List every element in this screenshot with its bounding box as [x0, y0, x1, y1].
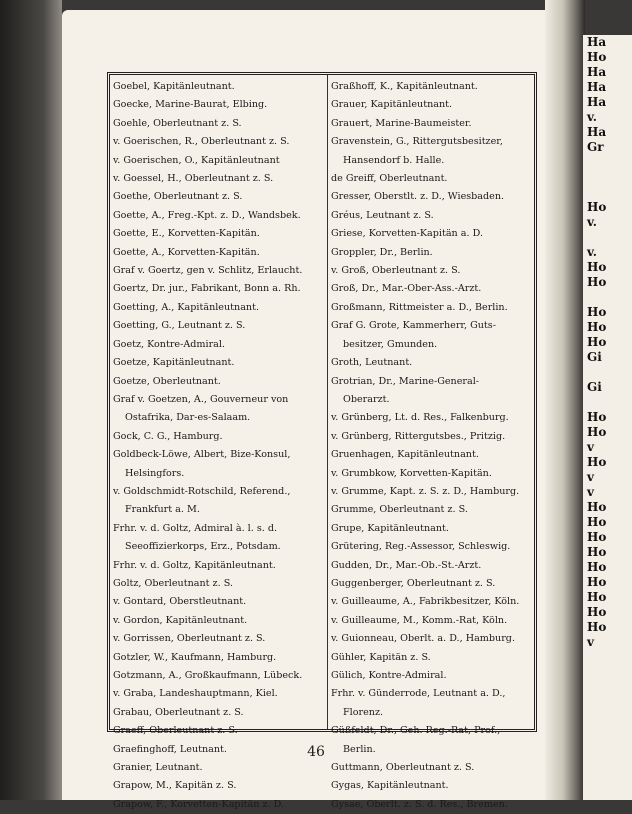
directory-entry	[113, 262, 323, 280]
next-page-fragment: Ho	[587, 590, 607, 604]
directory-entry	[331, 612, 541, 630]
entry-line: Gühler, Kapitän z. S.	[331, 651, 431, 663]
entry-line: de Greiff, Oberleutnant.	[331, 173, 448, 185]
directory-entry	[331, 373, 541, 410]
next-page-fragment: Ho	[587, 200, 607, 214]
entry-line: v. Goessel, H., Oberleutnant z. S.	[113, 173, 274, 185]
next-page-fragment: Ha	[587, 95, 607, 109]
directory-entry	[331, 188, 541, 206]
entry-line: Griese, Korvetten-Kapitän a. D.	[331, 228, 483, 240]
directory-entry	[331, 317, 541, 354]
entry-line: Gotzmann, A., Großkaufmann, Lübeck.	[113, 670, 303, 681]
directory-entry	[113, 649, 323, 667]
directory-entry	[113, 520, 323, 557]
directory-entry	[331, 575, 541, 593]
next-page-fragment: Ho	[587, 530, 607, 544]
directory-entry	[331, 520, 541, 538]
entry-line: Graßhoff, K., Kapitänleutnant.	[331, 81, 478, 92]
entry-line: Gravenstein, G., Rittergutsbesitzer,	[331, 136, 503, 148]
directory-entry	[113, 796, 323, 814]
directory-entry	[113, 78, 323, 96]
directory-entry	[113, 280, 323, 298]
entry-line: v. Goerischen, O., Kapitänleutnant	[113, 154, 280, 166]
directory-entry	[331, 354, 541, 372]
entry-line: Groß, Dr., Mar.-Ober-Ass.-Arzt.	[331, 283, 482, 295]
entry-continuation: Hansendorf b. Halle.	[343, 154, 445, 166]
entry-line: Groth, Leutnant.	[331, 357, 413, 369]
entry-line: v. Grünberg, Rittergutsbes., Pritzig.	[331, 430, 506, 442]
directory-entry	[113, 96, 323, 114]
entry-line: Frhr. v. Günderrode, Leutnant a. D.,	[331, 688, 506, 700]
next-page-fragment: Ho	[587, 560, 607, 574]
next-page-fragment: Ho	[587, 50, 607, 64]
entry-line: Gock, C. G., Hamburg.	[113, 430, 223, 442]
directory-entry	[113, 225, 323, 243]
directory-entry	[113, 336, 323, 354]
next-page-fragment: Ha	[587, 65, 607, 79]
entry-line: Graf G. Grote, Kammerherr, Guts-	[331, 320, 496, 332]
directory-entry	[331, 409, 541, 427]
entry-line: Grütering, Reg.-Assessor, Schleswig.	[331, 541, 511, 553]
entry-line: Grotrian, Dr., Marine-General-	[331, 375, 480, 387]
directory-entry	[113, 152, 323, 170]
entry-line: v. Gontard, Oberstleutnant.	[113, 596, 247, 608]
entry-line: Gresser, Oberstlt. z. D., Wiesbaden.	[331, 191, 505, 203]
next-page-fragment	[583, 230, 632, 245]
next-page-fragment: Ho	[587, 320, 607, 334]
entry-line: Goetz, Kontre-Admiral.	[113, 338, 226, 350]
directory-entry	[331, 649, 541, 667]
entry-line: Goebel, Kapitänleutnant.	[113, 81, 235, 92]
entry-line: Gysae, Oberlt. z. S. d. Res., Bremen.	[331, 798, 508, 810]
entry-continuation: Seeoffizierkorps, Erz., Potsdam.	[125, 541, 281, 553]
next-page-fragment	[583, 155, 632, 170]
entry-line: v. Guilleaume, A., Fabrikbesitzer, Köln.	[331, 596, 520, 608]
entry-line: Grapow, F., Korvetten-Kapitän z. D.	[113, 798, 284, 810]
next-page-fragment: v	[587, 470, 594, 484]
directory-entry	[331, 796, 541, 814]
directory-entry	[113, 354, 323, 372]
entry-line: Goecke, Marine-Baurat, Elbing.	[113, 99, 268, 111]
next-page-fragment	[583, 365, 632, 380]
next-page-fragment: Ho	[587, 575, 607, 589]
directory-entry	[113, 115, 323, 133]
entry-line: Goette, E., Korvetten-Kapitän.	[113, 228, 260, 240]
directory-entry	[331, 170, 541, 188]
directory-entry	[331, 225, 541, 243]
directory-entry	[113, 207, 323, 225]
entry-line: Grauer, Kapitänleutnant.	[331, 99, 453, 111]
directory-entry	[113, 317, 323, 335]
right-column	[331, 78, 541, 814]
entry-line: Groppler, Dr., Berlin.	[331, 246, 433, 258]
directory-entry	[331, 667, 541, 685]
directory-entry	[331, 759, 541, 777]
next-page-fragment: Ho	[587, 275, 607, 289]
directory-entry	[113, 667, 323, 685]
entry-line: Gotzler, W., Kaufmann, Hamburg.	[113, 651, 277, 663]
entry-line: v. Guionneau, Oberlt. a. D., Hamburg.	[331, 633, 515, 645]
next-page-fragment: v.	[587, 215, 597, 229]
entry-continuation: Ostafrika, Dar-es-Salaam.	[125, 412, 251, 424]
entry-line: Frhr. v. d. Goltz, Admiral à. l. s. d.	[113, 522, 278, 534]
directory-entry	[331, 538, 541, 556]
directory-entry	[113, 777, 323, 795]
entry-continuation: besitzer, Gmunden.	[343, 338, 438, 350]
directory-entry	[331, 777, 541, 795]
entry-line: Grumme, Oberleutnant z. S.	[331, 504, 468, 516]
directory-entry	[331, 299, 541, 317]
directory-entry	[331, 96, 541, 114]
directory-entry	[331, 78, 541, 96]
entry-continuation: Frankfurt a. M.	[125, 504, 200, 516]
directory-entry	[331, 465, 541, 483]
entry-line: Graefinghoff, Leutnant.	[113, 743, 227, 755]
entry-line: Graeff, Oberleutnant z. S.	[113, 725, 238, 737]
directory-entry	[331, 630, 541, 648]
entry-line: Goette, A., Korvetten-Kapitän.	[113, 246, 260, 258]
entry-line: Grupe, Kapitänleutnant.	[331, 522, 449, 534]
book-left-edge	[0, 0, 62, 800]
directory-entry	[331, 446, 541, 464]
entry-line: Goethe, Oberleutnant z. S.	[113, 191, 243, 203]
left-column	[113, 78, 323, 814]
column-divider	[327, 75, 328, 729]
entry-line: v. Grünberg, Lt. d. Res., Falkenburg.	[331, 412, 509, 424]
next-page-fragment: Ho	[587, 410, 607, 424]
entry-line: Frhr. v. d. Goltz, Kapitänleutnant.	[113, 559, 276, 571]
entry-line: Güßfeldt, Dr., Geh. Reg.-Rat, Prof.,	[331, 725, 501, 737]
entry-line: Goetze, Kapitänleutnant.	[113, 357, 235, 369]
next-page-fragment: Ho	[587, 605, 607, 619]
entry-line: Goertz, Dr. jur., Fabrikant, Bonn a. Rh.	[113, 283, 301, 295]
next-page-edge	[583, 35, 632, 800]
directory-entry	[113, 575, 323, 593]
next-page-fragment: Ha	[587, 125, 607, 139]
directory-entry	[113, 630, 323, 648]
next-page-fragment: Ho	[587, 545, 607, 559]
next-page-fragment: v.	[587, 245, 597, 259]
directory-entry	[113, 704, 323, 722]
directory-entry	[113, 188, 323, 206]
entry-line: Grauert, Marine-Baumeister.	[331, 117, 472, 129]
entry-line: Graf v. Goetzen, A., Gouverneur von	[113, 393, 289, 405]
directory-entry	[113, 373, 323, 391]
entry-line: v. Gorrissen, Oberleutnant z. S.	[113, 633, 266, 645]
entry-line: Gülich, Kontre-Admiral.	[331, 670, 447, 681]
entry-line: Goette, A., Freg.-Kpt. z. D., Wandsbek.	[113, 209, 301, 221]
entry-line: Goehle, Oberleutnant z. S.	[113, 117, 242, 129]
next-page-fragment: Ho	[587, 455, 607, 469]
entry-line: v. Grumbkow, Korvetten-Kapitän.	[331, 467, 492, 479]
entry-line: Guggenberger, Oberleutnant z. S.	[331, 577, 496, 589]
directory-entry	[331, 133, 541, 170]
next-page-fragment: Ho	[587, 335, 607, 349]
directory-entry	[113, 299, 323, 317]
entry-line: v. Graba, Landeshauptmann, Kiel.	[113, 688, 278, 700]
directory-entry	[113, 483, 323, 520]
directory-entry	[113, 133, 323, 151]
directory-entry	[331, 428, 541, 446]
entry-line: Gudden, Dr., Mar.-Ob.-St.-Arzt.	[331, 559, 482, 571]
entry-line: Gréus, Leutnant z. S.	[331, 209, 434, 221]
entry-line: Großmann, Rittmeister a. D., Berlin.	[331, 301, 508, 313]
entry-line: v. Guilleaume, M., Komm.-Rat, Köln.	[331, 614, 508, 626]
directory-entry	[331, 501, 541, 519]
directory-entry	[331, 244, 541, 262]
directory-entry	[331, 262, 541, 280]
directory-entry	[331, 207, 541, 225]
directory-entry	[331, 483, 541, 501]
next-page-fragment: Ha	[587, 35, 607, 49]
next-page-fragment: v	[587, 485, 594, 499]
next-page-fragment	[583, 395, 632, 410]
entry-line: Goetting, A., Kapitänleutnant.	[113, 301, 260, 313]
directory-entry	[113, 593, 323, 611]
directory-entry	[331, 115, 541, 133]
next-page-fragment: Ho	[587, 305, 607, 319]
entry-line: Graf v. Goertz, gen v. Schlitz, Erlaucht.	[113, 265, 303, 277]
next-page-fragment: Gr	[587, 140, 604, 154]
next-page-fragment: v	[587, 440, 594, 454]
directory-entry	[331, 593, 541, 611]
next-page-fragment: Ho	[587, 515, 607, 529]
directory-entry	[113, 722, 323, 740]
next-page-fragment: Ha	[587, 80, 607, 94]
entry-line: Granier, Leutnant.	[113, 762, 203, 774]
next-page-fragment: Ho	[587, 620, 607, 634]
next-page-fragment: Ho	[587, 260, 607, 274]
next-page-fragment	[583, 170, 632, 185]
entry-continuation: Florenz.	[343, 706, 384, 718]
entry-line: Goltz, Oberleutnant z. S.	[113, 577, 233, 589]
next-page-fragment: Ho	[587, 500, 607, 514]
entry-line: v. Grumme, Kapt. z. S. z. D., Hamburg.	[331, 485, 520, 497]
book-gutter	[545, 0, 585, 800]
entry-continuation: Helsingfors.	[125, 467, 185, 479]
entry-line: Goldbeck-Löwe, Albert, Bize-Konsul,	[113, 449, 291, 461]
entry-line: v. Goldschmidt-Rotschild, Referend.,	[113, 485, 291, 497]
next-page-fragment: v	[587, 635, 594, 649]
next-page-fragment: Gi	[587, 380, 602, 394]
entry-line: v. Goerischen, R., Oberleutnant z. S.	[113, 136, 290, 148]
entry-line: Grapow, M., Kapitän z. S.	[113, 780, 237, 792]
entry-line: Gygas, Kapitänleutnant.	[331, 780, 449, 792]
directory-entry	[113, 612, 323, 630]
entry-line: Goetze, Oberleutnant.	[113, 375, 221, 387]
next-page-fragment	[583, 290, 632, 305]
directory-entry	[113, 428, 323, 446]
directory-entry	[331, 280, 541, 298]
entry-line: v. Gordon, Kapitänleutnant.	[113, 614, 248, 626]
directory-entry	[113, 391, 323, 428]
next-page-fragment: Gi	[587, 350, 602, 364]
directory-entry	[113, 244, 323, 262]
entry-continuation: Oberarzt.	[343, 393, 390, 405]
directory-entry	[113, 759, 323, 777]
entry-line: v. Groß, Oberleutnant z. S.	[331, 265, 461, 277]
directory-entry	[113, 446, 323, 483]
entry-line: Gruenhagen, Kapitänleutnant.	[331, 449, 479, 461]
page-number: 46	[307, 744, 325, 760]
next-page-fragment: v.	[587, 110, 597, 124]
next-page-fragment	[583, 185, 632, 200]
entry-continuation: Berlin.	[343, 743, 376, 755]
directory-entry	[113, 170, 323, 188]
entry-line: Guttmann, Oberleutnant z. S.	[331, 762, 475, 774]
directory-entry	[331, 557, 541, 575]
directory-entry	[113, 685, 323, 703]
directory-entry	[331, 685, 541, 722]
next-page-fragment: Ho	[587, 425, 607, 439]
entry-line: Goetting, G., Leutnant z. S.	[113, 320, 246, 332]
directory-entry	[113, 557, 323, 575]
entry-line: Grabau, Oberleutnant z. S.	[113, 706, 244, 718]
